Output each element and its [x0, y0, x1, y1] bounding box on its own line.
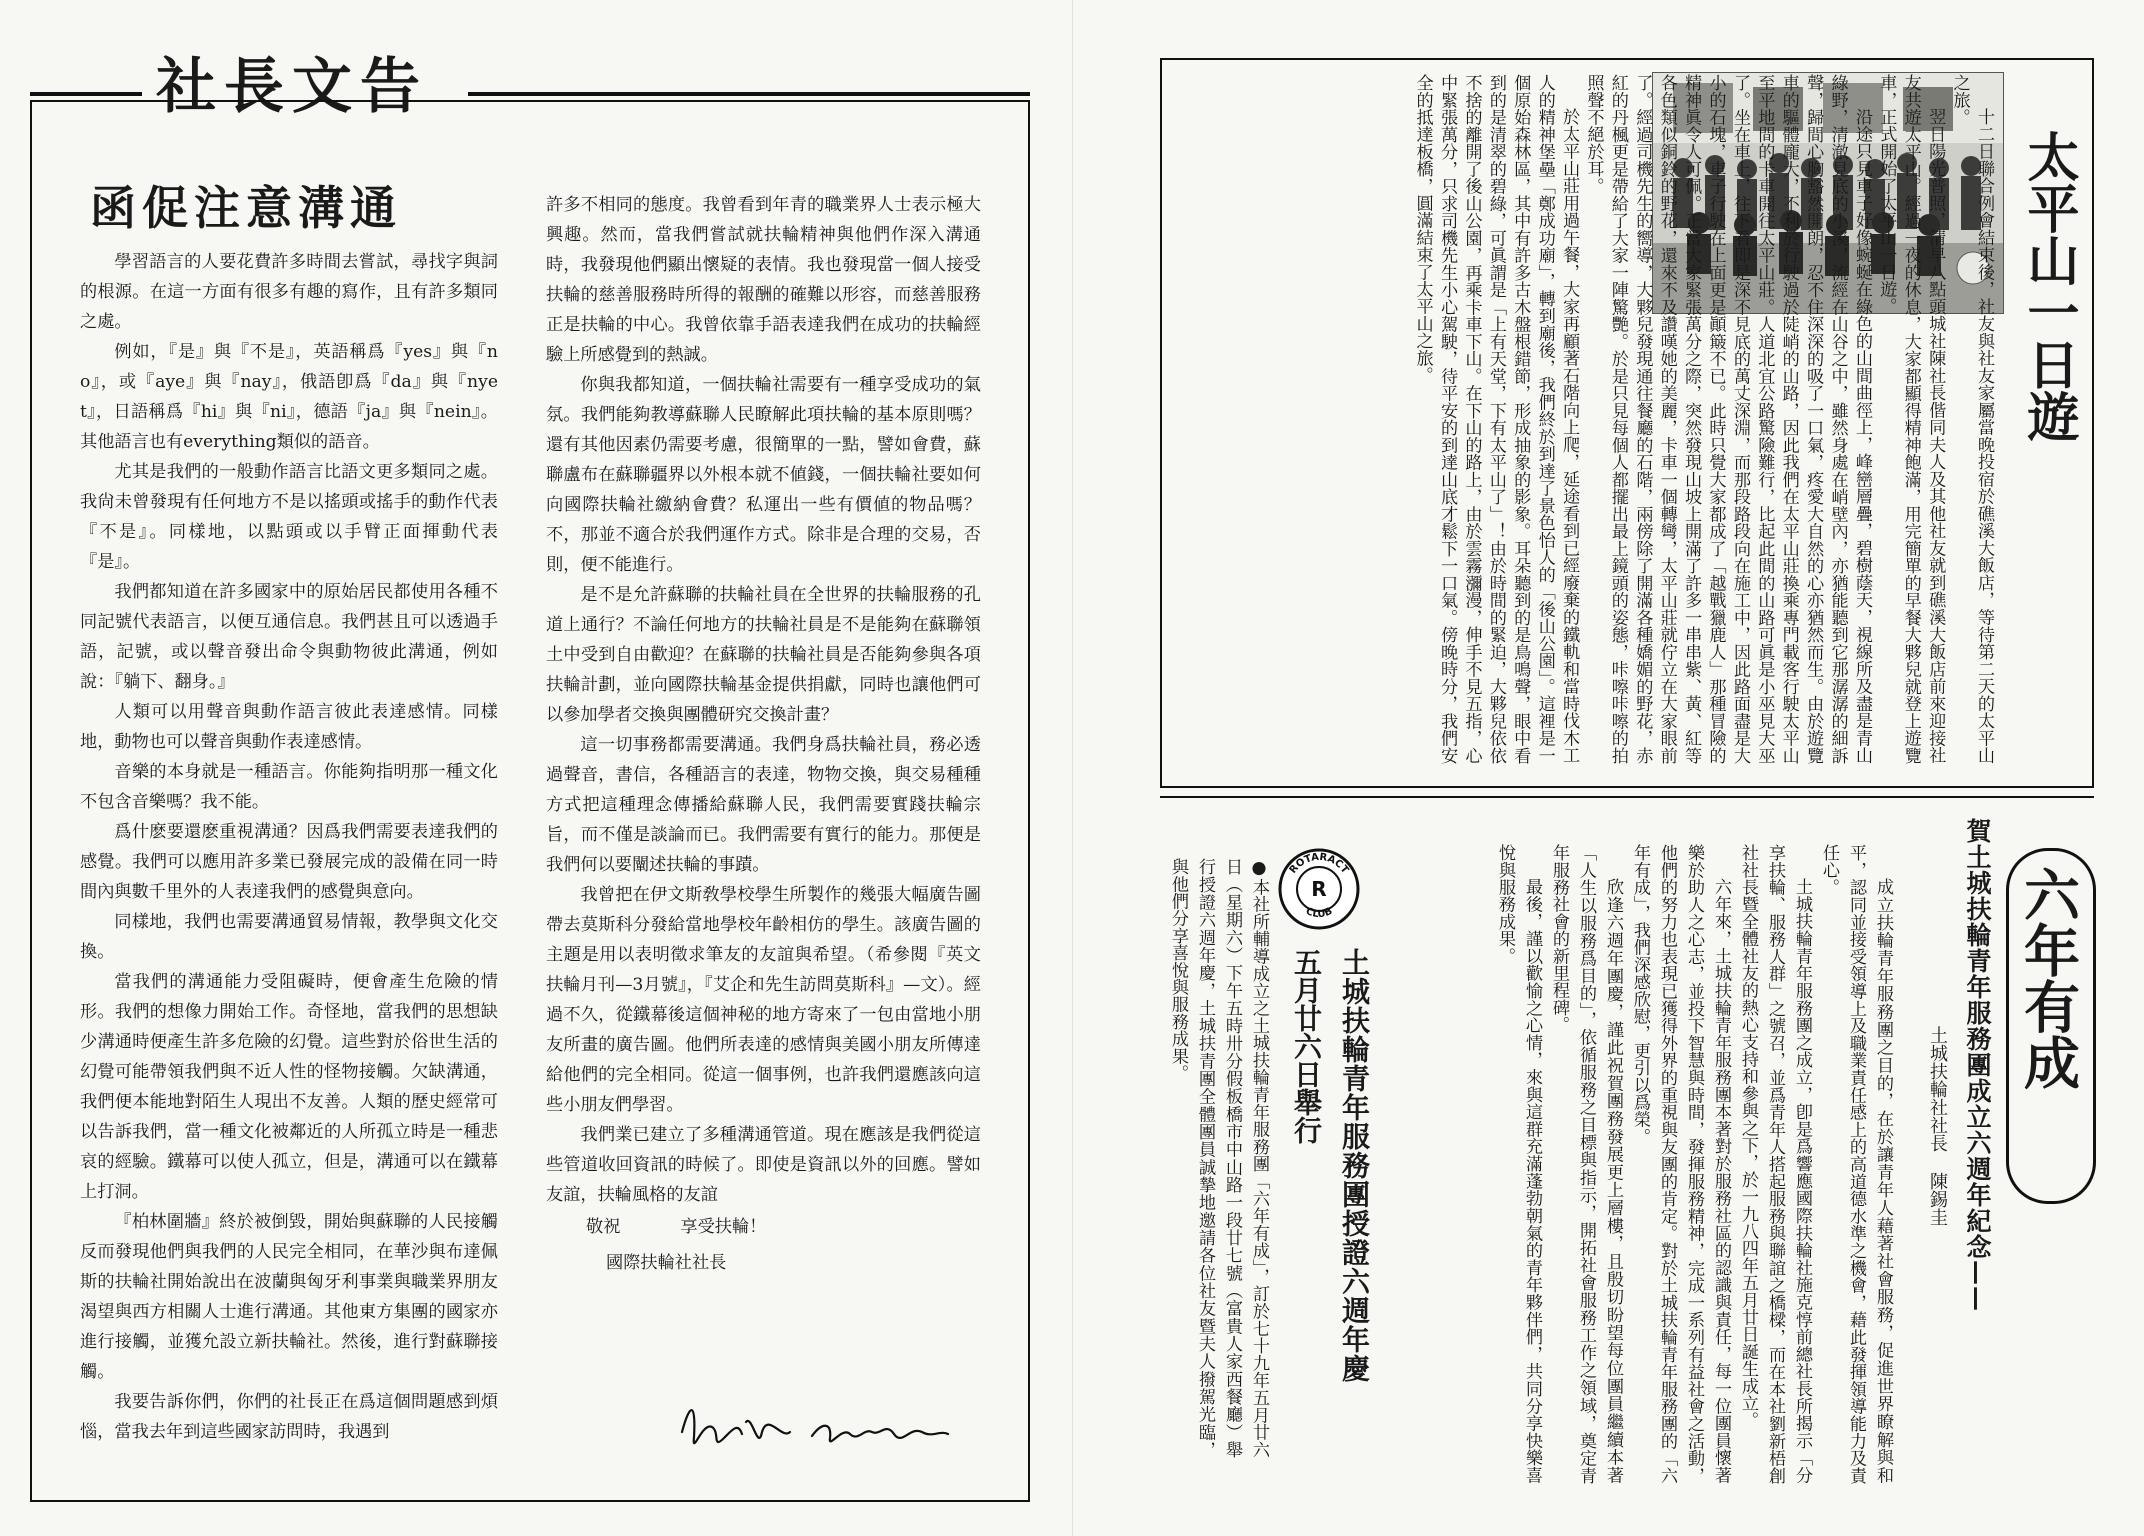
trip-title: 太平山一日遊: [2018, 130, 2079, 442]
message-column-1: [80, 247, 498, 1447]
paragraph: 尤其是我們的一般動作語言比語文更多類同之處。我尙未曾發現有任何地方不是以搖頭或搖手的動作代表『不是』。同樣地，以點頭或以手臂正面揮動代表『是』。: [80, 462, 498, 572]
taiping-trip-article: [1160, 58, 2094, 788]
paragraph: 音樂的本身就是一種語言。你能夠指明那一種文化不包含音樂嗎？我不能。: [80, 762, 498, 812]
closing-block: [546, 1212, 981, 1278]
paragraph: 許多不相同的態度。我曾看到年青的職業界人士表示極大興趣。然而，當我們嘗試就扶輪精神與他們作深入溝通時，我發現他們顯出懷疑的表情。我也發現當一個人接受扶輪的慈善服務時所得的報酬的確難以形容，而慈善服務正是扶輪的中心。我曾依靠手語表達我們在成功的扶輪經驗上所感覺到的熱誠。: [546, 195, 981, 365]
message-column-2: [546, 190, 981, 1278]
column-title: 社長文告: [156, 52, 428, 122]
president-message-page: [30, 50, 1030, 1500]
ceremony-notice: [1164, 858, 1272, 1458]
rotaract-club-logo: [1278, 848, 1360, 930]
closing-regards: [546, 1212, 981, 1242]
club-news-page: [1160, 58, 2094, 1484]
regards-left: 敬祝: [586, 1217, 621, 1237]
paragraph: 爲什麽要還麽重視溝通？因爲我們需要表達我們的感覺。我們可以應用許多業已發展完成的設備在同一時間內與數千里外的人表達我們的感覺與意向。: [80, 822, 498, 902]
rotaract-emblem-icon: [1278, 848, 1360, 930]
paragraph: 『柏林圍牆』終於被倒毀，開始與蘇聯的人民接觸反而發現他們與我們的人民完全相同，在華沙與布達佩斯的扶輪社開始說出在波蘭與匈牙利事業與職業界朋友渴望與西方相關人士進行溝通。其他東方集團的國家亦進行接觸，並獲允設立新扶輪社。然後，進行對蘇聯接觸。: [80, 1212, 498, 1382]
paragraph: 例如，『是』與『不是』，英語稱爲『yes』與『no』，或『aye』與『nay』，俄語卽爲『da』與『nyet』，日語稱爲『hi』與『ni』，德語『ja』與『nein』。其他語言也有everything類似的語音。: [80, 342, 498, 452]
section-divider: [1160, 796, 2094, 798]
paragraph: 沿途只見車子好像蜿蜒在綠色的山間曲徑上，峰巒層疊，碧樹蔭天，視線所及盡是青山綠野，清澈見底的小溪，流經在山谷之中，雖然身處在峭壁內，亦猶能聽到它那潺潺的細訴聲，歸間心胸豁然開朗，忍不住深深的吸了一口氣，疼愛大自然的心亦猶然而生。由於遊覽車的驅體龐大，不利於行駛過於陡峭的山路，因此我們在太平山莊換乘專門載客行駛太平山至平地間的卡車開往太平山莊。人道北宜公路驚險難行，比起此間的山路可眞是小巫見大巫了。坐在車上，往下看即是深不見底的萬丈深淵，而那段路段向在施工中，因此路面盡是大小的石塊，車子行駛在上面更是顚簸不已。此時只覺大家都成了「越戰獵鹿人」那種冒險的精神眞令人可佩。正當大家緊張萬分之際，突然發現山坡上開滿了許多一串串紫、黃、紅等各色類似銅鈴的野花，還來不及讚嘆她的美麗，卡車一個轉彎，太平山莊就佇立在大家眼前了。經過司機先生的嚮導，大夥兒發現通往餐廳的石階，兩傍除了開滿各種嬌媚的野花，赤紅的丹楓更是帶給了大家一陣驚艷。於是只見每個人都擺出最上鏡頭的姿態，咔嚓咔嚓的拍照聲不絕於耳。: [1583, 74, 1872, 764]
ceremony-title: 土城扶輪青年服務團授證六週年慶: [1338, 948, 1371, 1383]
paragraph: 六年來，土城扶輪青年服務團本著對於服務社區的認識與責任，每一位團員懷著樂於助人之心志，並投下智慧與時間，發揮服務精神，完成一系列有益社會之活動，他們的努力也表現已獲得外界的重視與友團的肯定。對於土城扶輪青年服務團的「六年有成」，我們深感欣慰，更引以爲榮。: [1630, 844, 1731, 1484]
message-frame: [30, 100, 1030, 1502]
anniversary-byline: [1916, 1026, 1952, 1446]
header-rule-right: [468, 92, 1030, 96]
anniversary-title: 六年有成: [2015, 866, 2081, 1090]
regards-right: 享受扶輪！: [680, 1217, 767, 1237]
paragraph: 你與我都知道，一個扶輪社需要有一種享受成功的氣氛。我們能夠教導蘇聯人民瞭解此項扶輪的基本原則嗎？還有其他因素仍需要考慮，很簡單的一點，譬如會費，蘇聯盧布在蘇聯疆界以外根本就不値錢，一個扶輪社要如何向國際扶輪社繳納會費？私運出一些有價値的物品嗎？不，那並不適合於我們運作方式。除非是合理的交易，否則，便不能進行。: [546, 375, 981, 575]
paragraph: 成立扶輪青年服務團之目的，在於讓青年人藉著社會服務，促進世界瞭解與和平，認同並接受領導上及職業責任感上的高道德水準之機會，藉此發揮領導能力及責任心。: [1819, 844, 1893, 1484]
paragraph: 學習語言的人要花費許多時間去嘗試，尋找字與詞的根源。在這一方面有很多有趣的寫作，且有許多類同之處。: [80, 252, 498, 332]
paragraph: 最後，謹以歡愉之心情，來與這群充滿蓬勃朝氣的青年夥伴們，共同分享快樂喜悅與服務成果。: [1495, 844, 1542, 1484]
paragraph: 是不是允許蘇聯的扶輪社員在全世界的扶輪服務的孔道上通行？不論任何地方的扶輪社員是不是能夠在蘇聯領土中受到自由歡迎？在蘇聯的扶輪社員是否能夠參與各項扶輪計劃，並向國際扶輪基金提供捐獻，同時也讓他們可以參加學者交換與團體研究交換計畫？: [546, 585, 981, 725]
paragraph: 我們都知道在許多國家中的原始居民都使用各種不同記號代表語言，以便互通信息。我們甚且可以透過手語，記號，或以聲音發出命令與動物彼此溝通，例如說：『躺下、翻身。』: [80, 582, 498, 692]
logo-letter: R: [1311, 877, 1327, 901]
paragraph: 我要告訴你們，你們的社長正在爲這個問題感到煩惱，當我去年到這些國家訪問時，我遇到: [80, 1392, 498, 1442]
paragraph: 土城扶輪青年服務團之成立，卽是爲響應國際扶輪社施克惇前總社長所揭示「分享扶輪、服務人群」之號召，並爲青年人搭起服務與聯誼之橋樑，而在本社劉新梧創社社長暨全體社友的熱心支持和參與之下，於一九八四年五月廿日誕生成立。: [1738, 844, 1812, 1484]
header-rule-left: [30, 92, 142, 96]
paragraph: 當我們的溝通能力受阻礙時，便會產生危險的情形。我們的想像力開始工作。奇怪地，當我們的思想缺少溝通時便產生許多危險的幻覺。這些對於俗世生活的幻覺可能帶領我們與不近人性的怪物接觸。欠缺溝通，我們便本能地對陌生人現出不友善。人類的歷史經常可以告訴我們，當一種文化被鄰近的人所孤立時是一種悲哀的經驗。鐵幕可以使人孤立，但是，溝通可以在鐵幕上打洞。: [80, 972, 498, 1202]
author-title: 土城扶輪社社長: [1927, 1026, 1948, 1152]
signature-scribble: [672, 1392, 972, 1472]
bullet-dot: ●: [1249, 858, 1269, 879]
paragraph: 於太平山莊用過午餐，大家再顧著石階向上爬，延途看到已經廢棄的鐵軌和當時伐木工人的精神堡壘「鄭成功廟」，轉到廟後，我們終於到達了景色怡人的「後山公園」。這裡是一個原始森林區，其中有許多古木盤根錯節，形成抽象的影象。耳朵聽到的是鳥鳴聲，眼中看到的是清翠的碧綠，可眞謂是「上有天堂，下有太平山了」！由於時間的緊迫，大夥兒依依不捨的離開了後山公園，再乘卡車下山。在下山的路上，由於雲霧瀰漫，伸手不見五指，心中緊張萬分，只求司機先生小心駕駛，待平安的到達山底才鬆下一口氣。傍晚時分，我們安全的抵達板橋，圓滿結束了太平山之旅。: [1412, 74, 1580, 764]
author-name: 陳錫圭: [1927, 1171, 1948, 1226]
paragraph: 同樣地，我們也需要溝通貿易情報，教學與文化交換。: [80, 912, 498, 962]
logo-text-top: ROTARACT: [1287, 851, 1351, 876]
signoff-title: 國際扶輪社社長: [606, 1253, 727, 1273]
trip-body: [1176, 74, 1996, 764]
paragraph: 翌日陽光普照，清早八點頭城社陳社長偕同夫人及其他社友就到礁溪大飯店前來迎接社友共遊太平山。經過一夜的休息，大家都顯得精神飽滿，用完簡單的早餐大夥兒就登上遊覽車，正式開始了太平山一日遊。: [1876, 74, 1946, 764]
paragraph: 十二日聯合例會結束後，社友與社友家屬當晚投宿於礁溪大飯店，等待第二天的太平山之旅。: [1949, 74, 1994, 764]
article-title: 函促注意溝通: [90, 181, 402, 235]
ceremony-body: 本社所輔導成立之土城扶輪青年服務團「六年有成」，訂於七十九年五月廿六日（星期六）下午五時卅分假板橋市中山路一段廿七號（富貴人家西餐廳）舉行授證六週年慶，土城扶青團全體團員誠摯地邀請各位社友暨夫人撥駕光臨，與他們分享喜悅與服務成果。: [1168, 858, 1269, 1458]
paragraph: 人類可以用聲音與動作語言彼此表達感情。同樣地，動物也可以聲音與動作表達感情。: [80, 702, 498, 752]
ceremony-date: 五月廿六日舉行: [1290, 948, 1323, 1144]
paragraph: 我們業已建立了多種溝通管道。現在應該是我們從這些管道收回資訊的時候了。即使是資訊以外的回應。譬如友誼，扶輪風格的友誼: [546, 1125, 981, 1205]
paragraph: 我曾把在伊文斯敎學校學生所製作的幾張大幅廣告圖帶去莫斯科分發給當地學校年齡相仿的學生。該廣告圖的主題是用以表明徵求筆友的友誼與希望。（希參閱『英文扶輪月刊—3月號』，『艾企和先生訪問莫斯科』—文）。經過不久，從鐵幕後這個神秘的地方寄來了一包由當地小朋友所畫的廣告圖。他們所表達的感情與美國小朋友所傳達給他們的完全相同。從這一個事例，也許我們還應該向這些小朋友們學習。: [546, 885, 981, 1115]
handwritten-signature: [672, 1392, 972, 1472]
paragraph: 欣逢六週年團慶，謹此祝賀團務發展更上層樓，且殷切盼望每位團員繼續本著「人生以服務爲目的」，依循服務之目標與指示，開拓社會服務工作之領域，奠定青年服務社會的新里程碑。: [1549, 844, 1623, 1484]
anniversary-body: [1400, 844, 1896, 1484]
page-fold: [1072, 0, 1073, 1536]
logo-text-bottom: CLUB: [1303, 905, 1335, 921]
anniversary-subtitle: 賀土城扶輪青年服務團成立六週年紀念——: [1963, 818, 1992, 1312]
paragraph: 這一切事務都需要溝通。我們身爲扶輪社員，務必透過聲音，書信，各種語言的表達，物物交換，與交易種種方式把這種理念傳播給蘇聯人民，我們需要實踐扶輪宗旨，而不僅是談論而已。我們需要有實行的能力。那便是我們何以要闡述扶輪的事蹟。: [546, 735, 981, 875]
